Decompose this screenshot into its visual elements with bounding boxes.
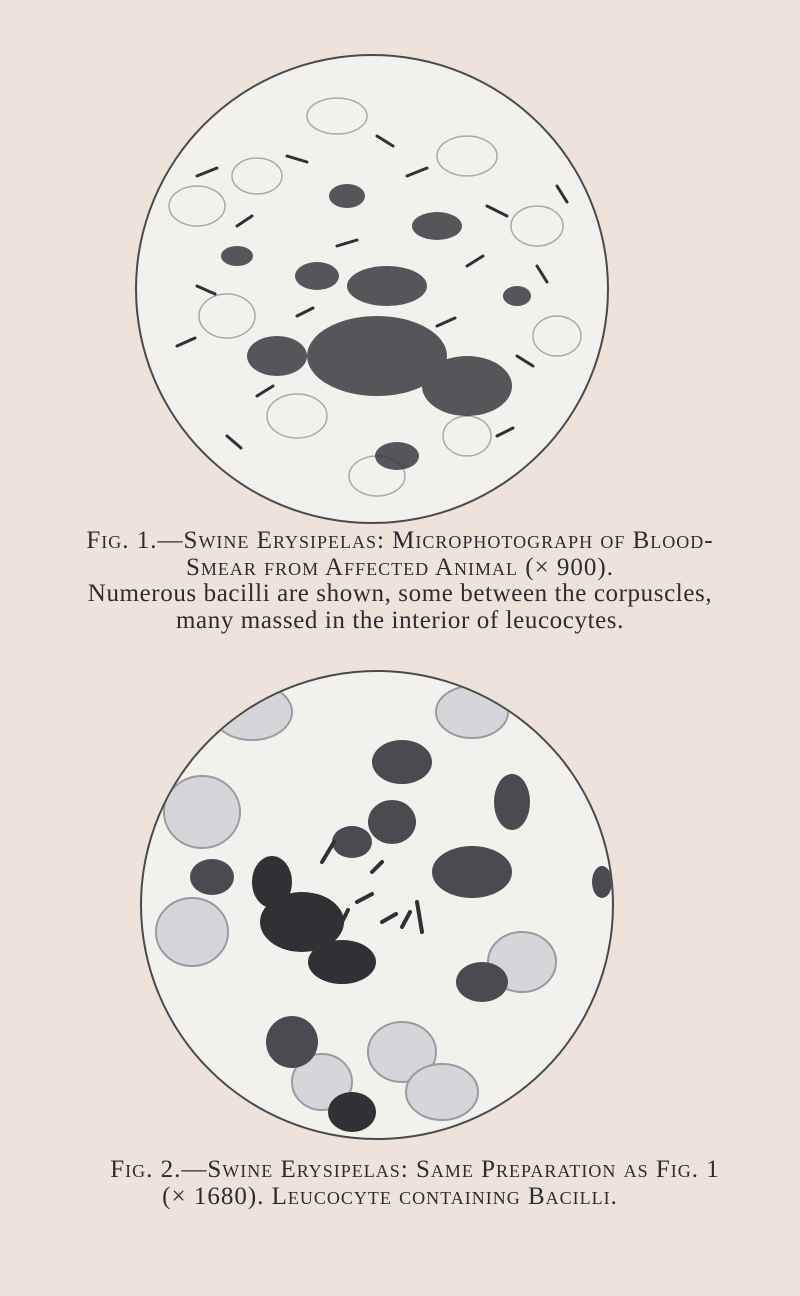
figure-1-caption-line-1: Fig. 1.—Swine Erysipelas: Microphotograph of Blood- xyxy=(86,527,714,554)
figure-1-caption xyxy=(0,527,800,581)
figure-2-micrograph-image xyxy=(142,672,612,1138)
figure-1-description xyxy=(0,580,800,634)
figure-2-caption xyxy=(0,1156,800,1210)
figure-1-caption-line-2: Smear from Affected Animal (× 900). xyxy=(185,554,615,581)
figure-1-description-line-2: many massed in the interior of leucocytes. xyxy=(176,607,624,634)
figure-2-caption-line-2: (× 1680). Leucocyte containing Bacilli. xyxy=(162,1183,618,1210)
figure-2-caption-line-1: Fig. 2.—Swine Erysipelas: Same Preparation as Fig. 1 xyxy=(110,1156,720,1183)
figure-2-micrograph xyxy=(140,670,614,1140)
figure-1-micrograph xyxy=(135,54,609,524)
figure-1-micrograph-image xyxy=(137,56,607,522)
figure-1-description-line-1: Numerous bacilli are shown, some between the corpuscles, xyxy=(87,580,713,607)
